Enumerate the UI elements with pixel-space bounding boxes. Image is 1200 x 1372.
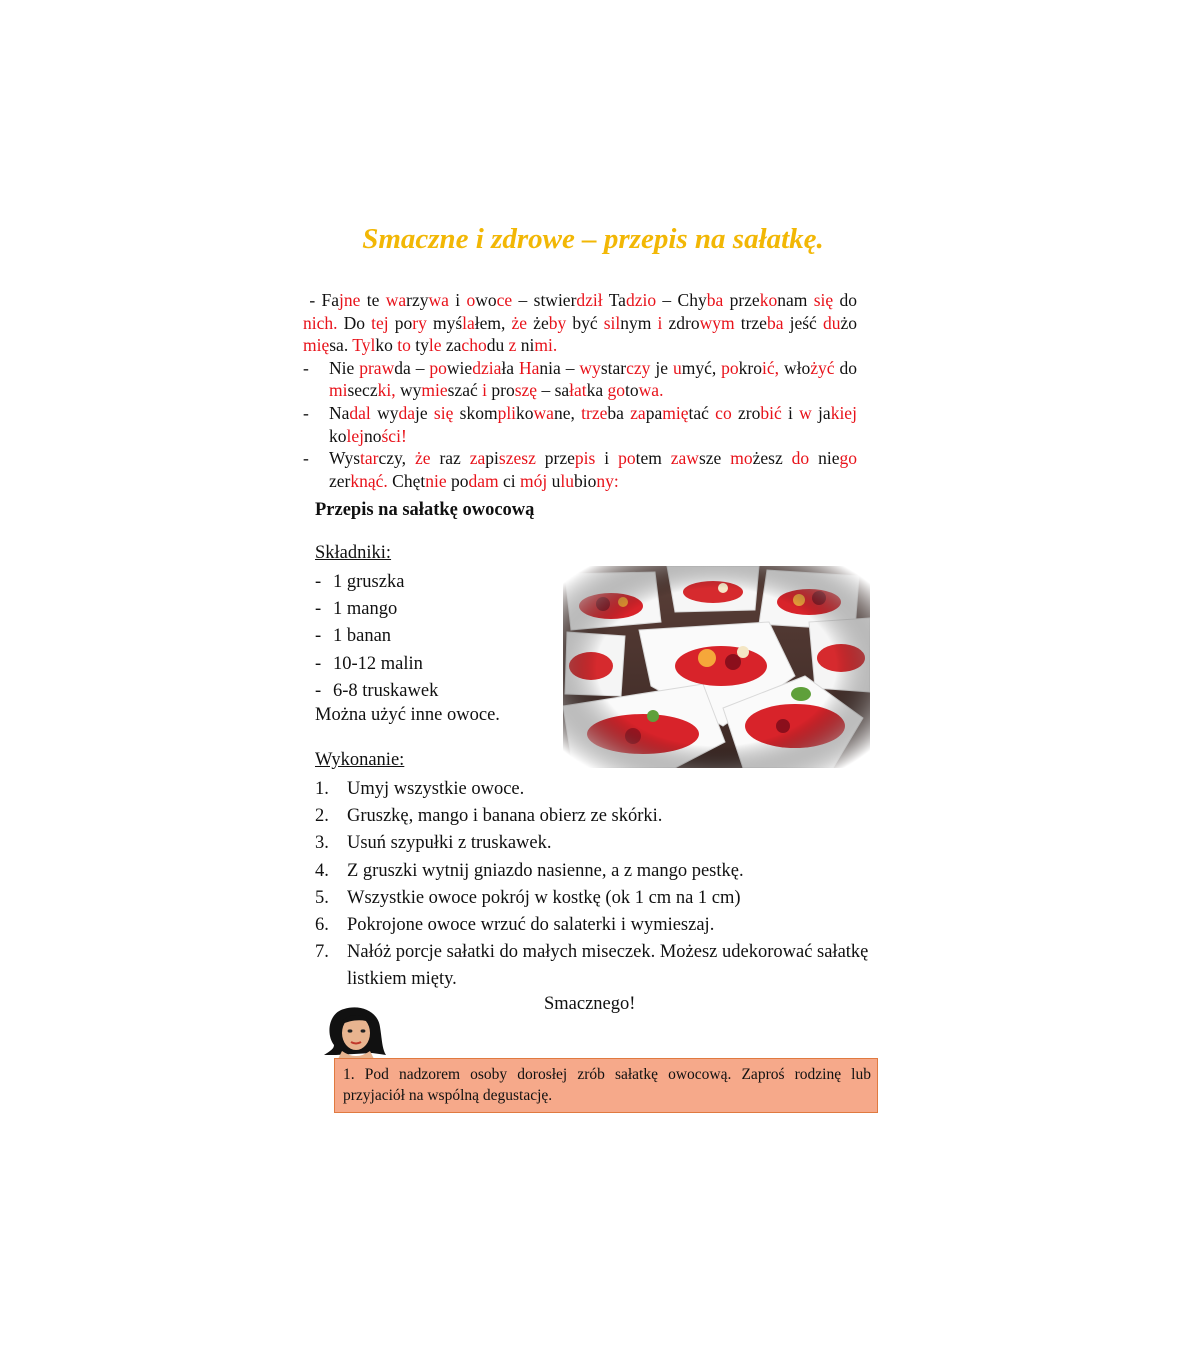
syllable: wy xyxy=(370,402,399,423)
step-item: 4. Z gruszki wytnij gniazdo nasienne, a z mango pestkę. xyxy=(315,860,744,881)
syllable: Na xyxy=(329,402,350,423)
syllable: i xyxy=(595,448,619,469)
highlighted-syllable: szesz xyxy=(498,448,536,469)
highlighted-syllable: z xyxy=(508,335,517,356)
highlighted-syllable: dal xyxy=(349,402,371,423)
syllable: sze xyxy=(698,448,731,469)
highlighted-syllable: by xyxy=(548,312,567,333)
highlighted-syllable: knąć. xyxy=(350,470,388,491)
syllable: jeść xyxy=(783,312,823,333)
highlighted-syllable: w xyxy=(799,402,812,423)
syllable: skom xyxy=(453,402,498,423)
syllable: ci xyxy=(498,470,521,491)
syllable: pa xyxy=(645,402,663,423)
step-item: 6. Pokrojone owoce wrzuć do salaterki i wymieszaj. xyxy=(315,915,715,936)
step-item: 5. Wszystkie owoce pokrój w kostkę (ok 1 cm na 1 cm) xyxy=(315,887,741,908)
highlighted-syllable: wym xyxy=(699,312,735,333)
highlighted-syllable: co xyxy=(715,402,732,423)
syllable: sa. xyxy=(329,335,353,356)
highlighted-syllable: la xyxy=(462,312,475,333)
highlighted-syllable: nich. xyxy=(303,312,338,333)
syllable: do xyxy=(834,357,857,378)
page-title: Smaczne i zdrowe – przepis na sałatkę. xyxy=(362,223,824,255)
syllable: tem xyxy=(635,448,671,469)
syllable: myś xyxy=(426,312,463,333)
syllable: ne, xyxy=(553,402,582,423)
syllable: Wys xyxy=(329,448,361,469)
syllable: że xyxy=(527,312,549,333)
highlighted-syllable: jne xyxy=(339,290,361,310)
highlighted-syllable: lu xyxy=(560,470,575,491)
syllable: wie xyxy=(446,357,473,378)
step-item: 7. Nałóż porcje sałatki do małych miseczek. Możesz udekorować sałatkę listkiem mięty. xyxy=(315,942,869,990)
syllable: ko xyxy=(516,402,534,423)
dialogue-text xyxy=(329,403,857,446)
highlighted-syllable: wa. xyxy=(638,380,664,401)
syllable: po xyxy=(388,312,413,333)
syllable: Do xyxy=(337,312,372,333)
highlighted-syllable: wa xyxy=(533,402,554,423)
syllable: po xyxy=(446,470,469,491)
highlighted-syllable: mię xyxy=(303,335,330,356)
highlighted-syllable: mie xyxy=(421,380,448,401)
syllable: nym xyxy=(620,312,658,333)
syllable: kro xyxy=(738,357,762,378)
highlighted-syllable: mi. xyxy=(534,335,558,356)
highlighted-syllable: go xyxy=(839,448,857,469)
fruit-salad-photo xyxy=(563,566,870,768)
syllable: nam xyxy=(777,290,814,310)
highlighted-syllable: da xyxy=(398,402,415,423)
highlighted-syllable: lej xyxy=(346,425,364,446)
highlighted-syllable: za xyxy=(469,448,486,469)
syllable: rzy xyxy=(406,290,429,310)
highlighted-syllable: go xyxy=(607,380,626,401)
highlighted-syllable: le xyxy=(428,335,442,356)
syllable: zdro xyxy=(662,312,700,333)
highlighted-syllable: ry xyxy=(412,312,427,333)
syllable: myć, xyxy=(681,357,722,378)
highlighted-syllable: pis xyxy=(574,448,596,469)
highlighted-syllable: mój xyxy=(520,470,548,491)
syllable: raz xyxy=(430,448,470,469)
syllable: łem, xyxy=(474,312,512,333)
syllable: żesz xyxy=(752,448,792,469)
syllable: tać xyxy=(688,402,716,423)
syllable: du xyxy=(486,335,509,356)
dialogue-dash: - xyxy=(303,448,309,469)
dialogue-text xyxy=(303,290,857,355)
highlighted-syllable: Tyl xyxy=(352,335,376,356)
syllable: no xyxy=(364,425,382,446)
dialogue-dash: - xyxy=(309,290,316,310)
syllable: Nie xyxy=(329,357,360,378)
ingredients-list xyxy=(315,569,438,705)
syllable: wło xyxy=(779,357,811,378)
highlighted-syllable: mo xyxy=(730,448,753,469)
syllable: zer xyxy=(329,470,351,491)
method-label: Wykonanie: xyxy=(315,750,405,770)
highlighted-syllable: dzia xyxy=(472,357,502,378)
highlighted-syllable: nie xyxy=(425,470,447,491)
highlighted-syllable: Ha xyxy=(518,357,540,378)
dialogue-text xyxy=(329,358,857,401)
step-item: 3. Usuń szypułki z truskawek. xyxy=(315,833,552,854)
highlighted-syllable: pli xyxy=(497,402,517,423)
syllable: secz xyxy=(347,380,378,401)
syllable: Fa xyxy=(321,290,340,310)
syllable: – Chy xyxy=(656,290,707,310)
highlighted-syllable: wa xyxy=(385,290,407,310)
steps-list xyxy=(315,776,875,994)
syllable: czy, xyxy=(378,448,415,469)
highlighted-syllable: ba xyxy=(766,312,784,333)
syllable: pi xyxy=(485,448,499,469)
syllable: żo xyxy=(840,312,857,333)
syllable: da – xyxy=(394,357,430,378)
highlighted-syllable: du xyxy=(822,312,841,333)
highlighted-syllable: ści! xyxy=(381,425,407,446)
highlighted-syllable: się xyxy=(813,290,834,310)
highlighted-syllable: że xyxy=(511,312,528,333)
dialogue-line xyxy=(303,357,857,402)
recipe-title: Przepis na sałatkę owocową xyxy=(315,500,535,520)
dialogue-text xyxy=(329,448,857,491)
highlighted-syllable: tej xyxy=(371,312,389,333)
highlighted-syllable: po xyxy=(618,448,636,469)
syllable: prze xyxy=(535,448,575,469)
highlighted-syllable: tar xyxy=(360,448,379,469)
syllable: bio xyxy=(574,470,597,491)
task-box: 1. Pod nadzorem osoby dorosłej zrób sałatkę owocową. Zaproś rodzinę lub przyjaciół na wspólną degustację. xyxy=(334,1058,878,1113)
highlighted-syllable: się xyxy=(433,402,454,423)
highlighted-syllable: szę xyxy=(514,380,538,401)
highlighted-syllable: dzio xyxy=(625,290,657,310)
ingredient-item: - 1 gruszka xyxy=(315,572,405,592)
syllable: to xyxy=(625,380,639,401)
highlighted-syllable: że xyxy=(414,448,431,469)
highlighted-syllable: łat xyxy=(569,380,587,401)
dialogue-dash: - xyxy=(303,357,309,378)
highlighted-syllable: trze xyxy=(581,402,608,423)
highlighted-syllable: po xyxy=(429,357,447,378)
syllable: wo xyxy=(475,290,497,310)
syllable: Chęt xyxy=(387,470,426,491)
syllable: ka xyxy=(586,380,608,401)
highlighted-syllable: zaw xyxy=(670,448,699,469)
highlighted-syllable: ić, xyxy=(762,357,780,378)
highlighted-syllable: i xyxy=(657,312,663,333)
girl-avatar-icon xyxy=(322,1005,388,1059)
highlighted-syllable: kiej xyxy=(830,402,857,423)
closing-text: Smacznego! xyxy=(544,994,636,1014)
syllable: Ta xyxy=(602,290,626,310)
highlighted-syllable: cho xyxy=(461,335,487,356)
syllable: je xyxy=(415,402,434,423)
syllable: ba xyxy=(607,402,631,423)
highlighted-syllable: ce xyxy=(496,290,513,310)
syllable: – stwier xyxy=(512,290,577,310)
highlighted-syllable: ki, xyxy=(377,380,396,401)
highlighted-syllable: ko xyxy=(759,290,778,310)
highlighted-syllable: i xyxy=(482,380,487,401)
ingredient-item: - 1 banan xyxy=(315,626,392,647)
syllable: i xyxy=(448,290,467,310)
ingredients-note: Można użyć inne owoce. xyxy=(315,705,500,725)
ingredient-item: - 6-8 truskawek xyxy=(315,680,439,701)
syllable: ty xyxy=(410,335,429,356)
dialogue-dash: - xyxy=(303,402,309,423)
syllable: prze xyxy=(723,290,760,310)
syllable: u xyxy=(547,470,561,491)
syllable: ja xyxy=(811,402,831,423)
highlighted-syllable: wa xyxy=(428,290,449,310)
highlighted-syllable: praw xyxy=(359,357,395,378)
step-item: 2. Gruszkę, mango i banana obierz ze skórki. xyxy=(315,806,663,827)
ingredient-item: - 10-12 malin xyxy=(315,653,423,674)
highlighted-syllable: do xyxy=(791,448,810,469)
syllable: te xyxy=(360,290,386,310)
highlighted-syllable: to xyxy=(397,335,411,356)
syllable: za xyxy=(441,335,462,356)
highlighted-syllable: po xyxy=(721,357,739,378)
highlighted-syllable: czy xyxy=(626,357,651,378)
highlighted-syllable: ba xyxy=(706,290,724,310)
highlighted-syllable: mi xyxy=(329,380,348,401)
highlighted-syllable: dam xyxy=(468,470,499,491)
syllable: szać xyxy=(447,380,483,401)
syllable: ła xyxy=(501,357,519,378)
syllable: – sa xyxy=(537,380,570,401)
highlighted-syllable: sil xyxy=(603,312,621,333)
syllable: zro xyxy=(731,402,761,423)
dialogue-line xyxy=(303,289,857,357)
syllable: nia – xyxy=(539,357,580,378)
highlighted-syllable: o xyxy=(466,290,476,310)
dialogue-line xyxy=(303,447,857,492)
highlighted-syllable: żyć xyxy=(810,357,835,378)
syllable: ko xyxy=(329,425,347,446)
syllable: pro xyxy=(487,380,515,401)
dialogue-block xyxy=(303,289,857,492)
syllable: ni xyxy=(516,335,535,356)
step-item: 1. Umyj wszystkie owoce. xyxy=(315,779,525,799)
syllable: być xyxy=(566,312,604,333)
highlighted-syllable: bić xyxy=(760,402,782,423)
highlighted-syllable: mię xyxy=(662,402,689,423)
dialogue-line xyxy=(303,402,857,447)
highlighted-syllable: wy xyxy=(579,357,601,378)
syllable: i xyxy=(781,402,800,423)
syllable: star xyxy=(600,357,627,378)
syllable: je xyxy=(650,357,673,378)
syllable: trze xyxy=(734,312,767,333)
syllable: do xyxy=(833,290,857,310)
syllable: wy xyxy=(395,380,422,401)
syllable: nie xyxy=(809,448,840,469)
highlighted-syllable: dził xyxy=(576,290,603,310)
highlighted-syllable: u xyxy=(672,357,682,378)
highlighted-syllable: ny: xyxy=(596,470,619,491)
syllable: ko xyxy=(375,335,398,356)
highlighted-syllable: za xyxy=(630,402,646,423)
ingredients-label: Składniki: xyxy=(315,543,392,563)
ingredient-item: - 1 mango xyxy=(315,599,398,620)
